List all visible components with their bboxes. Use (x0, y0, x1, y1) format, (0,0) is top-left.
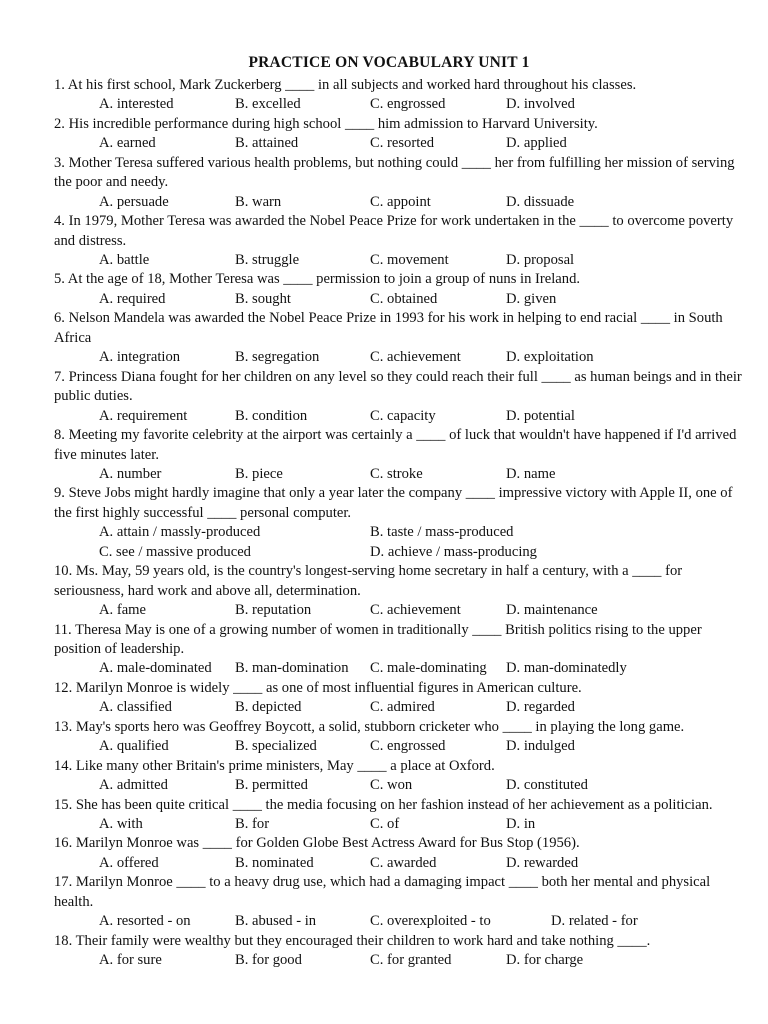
answer-option: D. involved (506, 96, 575, 113)
question-text: 11. Theresa May is one of a growing number of women in traditionally ____ British politics rising to the upper position of leadership. (54, 621, 702, 657)
question-text: 4. In 1979, Mother Teresa was awarded the Nobel Peace Prize for work undertaken in the ____ to overcome poverty and distress. (54, 213, 734, 249)
answer-option: D. exploitation (506, 349, 594, 366)
question-text: 3. Mother Teresa suffered various health problems, but nothing could ____ her from fulfilling her mission of serving the poor and needy. (54, 154, 735, 191)
question-item (54, 76, 744, 115)
answer-option: C. achievement (370, 349, 461, 366)
answer-option: B. struggle (235, 252, 300, 269)
question-item (54, 834, 744, 873)
answer-option: C. for granted (370, 952, 452, 969)
question-item (54, 932, 744, 971)
answer-option: C. overexploited - to (370, 913, 491, 930)
question-item (54, 270, 744, 309)
answer-option: D. for charge (506, 952, 584, 969)
answer-options (54, 251, 744, 270)
answer-options (54, 523, 744, 542)
answer-option: A. interested (99, 96, 174, 113)
answer-option: A. classified (99, 699, 172, 716)
answer-options (54, 465, 744, 484)
question-text: 15. She has been quite critical ____ the media focusing on her fashion instead of her achievement as a politician. (54, 796, 713, 813)
question-text: 17. Marilyn Monroe ____ to a heavy drug use, which had a damaging impact ____ both her mental and physical health. (54, 874, 711, 910)
answer-option: A. admitted (99, 777, 168, 794)
question-text: 18. Their family were wealthy but they encouraged their children to work hard and take nothing ____. (54, 932, 651, 949)
question-item (54, 718, 744, 757)
answer-options (54, 193, 744, 212)
answer-options (54, 951, 744, 970)
answer-option: B. depicted (235, 699, 302, 716)
page-title: PRACTICE ON VOCABULARY UNIT 1 (248, 54, 530, 71)
answer-option: B. abused - in (235, 913, 317, 930)
question-text: 13. May's sports hero was Geoffrey Boycott, a solid, stubborn cricketer who ____ in playing the long game. (54, 718, 685, 735)
answer-option: C. capacity (370, 407, 436, 424)
question-text: 5. At the age of 18, Mother Teresa was ____ permission to join a group of nuns in Ireland. (54, 271, 581, 288)
answer-option: C. awarded (370, 854, 437, 871)
answer-options (54, 854, 744, 873)
answer-option: A. for sure (99, 952, 162, 969)
answer-option: A. number (99, 465, 162, 482)
answer-option: D. potential (506, 407, 575, 424)
question-text: 16. Marilyn Monroe was ____ for Golden Globe Best Actress Award for Bus Stop (1956). (54, 835, 580, 852)
question-text: 6. Nelson Mandela was awarded the Nobel Peace Prize in 1993 for his work in helping to end racial ____ in South Africa (54, 310, 723, 346)
question-text: 2. His incredible performance during high school ____ him admission to Harvard University. (54, 115, 598, 132)
answer-option: B. taste / mass-produced (370, 524, 514, 541)
answer-option: C. won (370, 777, 413, 794)
answer-option: A. fame (99, 602, 147, 619)
question-text: 1. At his first school, Mark Zuckerberg ____ in all subjects and worked hard throughout his classes. (54, 77, 637, 93)
answer-options (54, 134, 744, 153)
question-item (54, 757, 744, 796)
answer-option: C. see / massive produced (99, 543, 251, 560)
answer-option: A. attain / massly-produced (99, 524, 261, 541)
answer-option: D. indulged (506, 738, 575, 755)
question-item (54, 679, 744, 718)
question-text: 7. Princess Diana fought for her children on any level so they could reach their full ____ as human beings and in their public duties. (54, 368, 742, 405)
answer-option: A. resorted - on (99, 913, 191, 930)
question-item (54, 796, 744, 835)
answer-option: C. achievement (370, 602, 461, 619)
answer-option: B. nominated (235, 854, 314, 871)
question-text: 9. Steve Jobs might hardly imagine that only a year later the company ____ impressive victory with Apple II, one of the first highly successful ____ personal computer. (54, 485, 733, 521)
answer-option: B. for (235, 815, 270, 832)
answer-option: A. offered (99, 854, 159, 871)
question-item (54, 484, 744, 562)
answer-options (54, 543, 744, 562)
answer-option: B. attained (235, 135, 299, 152)
answer-option: B. piece (235, 465, 283, 482)
question-item (54, 368, 744, 426)
question-item (54, 562, 744, 620)
question-text: 8. Meeting my favorite celebrity at the airport was certainly a ____ of luck that wouldn't have happened if I'd arrived five minutes later. (54, 427, 737, 463)
answer-options (54, 290, 744, 309)
answer-option: D. regarded (506, 699, 575, 716)
answer-option: C. obtained (370, 290, 438, 307)
answer-option: B. permitted (235, 777, 308, 794)
answer-option: C. movement (370, 252, 449, 269)
answer-option: B. sought (235, 290, 291, 307)
answer-option: D. constituted (506, 777, 588, 794)
answer-option: A. required (99, 290, 166, 307)
answer-option: D. maintenance (506, 602, 598, 619)
answer-options (54, 737, 744, 756)
question-item (54, 212, 744, 270)
question-list (54, 76, 744, 971)
answer-option: B. man-domination (235, 660, 349, 677)
answer-option: B. condition (235, 407, 308, 424)
answer-option: C. appoint (370, 193, 431, 210)
answer-option: D. related - for (551, 913, 638, 930)
answer-option: D. in (506, 815, 536, 832)
answer-option: A. with (99, 815, 143, 832)
question-item (54, 154, 744, 212)
answer-option: D. name (506, 465, 556, 482)
answer-options (54, 815, 744, 834)
question-item (54, 309, 744, 367)
answer-options (54, 698, 744, 717)
answer-option: A. persuade (99, 193, 169, 210)
question-text: 14. Like many other Britain's prime ministers, May ____ a place at Oxford. (54, 757, 495, 774)
answer-option: C. engrossed (370, 96, 446, 113)
answer-option: C. engrossed (370, 738, 446, 755)
answer-options (54, 95, 744, 114)
answer-option: D. dissuade (506, 193, 575, 210)
question-item (54, 621, 744, 679)
answer-options (54, 776, 744, 795)
question-text: 12. Marilyn Monroe is widely ____ as one of most influential figures in American culture. (54, 679, 582, 696)
answer-option: A. earned (99, 135, 156, 152)
question-text: 10. Ms. May, 59 years old, is the country's longest-serving home secretary in half a century, with a ____ for seriousness, hard work and above all, determination. (54, 563, 683, 599)
answer-option: B. excelled (235, 96, 301, 113)
answer-option: A. requirement (99, 407, 188, 424)
answer-option: B. for good (235, 952, 302, 969)
answer-option: D. applied (506, 135, 567, 152)
answer-options (54, 912, 744, 931)
answer-options (54, 659, 744, 678)
answer-option: B. segregation (235, 349, 320, 366)
answer-option: C. admired (370, 699, 435, 716)
answer-option: D. proposal (506, 252, 575, 269)
answer-option: C. stroke (370, 465, 423, 482)
question-item (54, 426, 744, 484)
answer-option: A. battle (99, 252, 150, 269)
answer-options (54, 348, 744, 367)
answer-option: C. of (370, 815, 400, 832)
answer-options (54, 407, 744, 426)
answer-option: B. reputation (235, 602, 312, 619)
answer-option: D. rewarded (506, 854, 579, 871)
answer-option: D. man-dominatedly (506, 660, 627, 677)
answer-option: C. male-dominating (370, 660, 487, 677)
answer-option: A. male-dominated (99, 660, 212, 677)
answer-option: A. integration (99, 349, 181, 366)
answer-option: B. specialized (235, 738, 317, 755)
answer-option: C. resorted (370, 135, 435, 152)
question-item (54, 115, 744, 154)
answer-options (54, 601, 744, 620)
answer-option: A. qualified (99, 738, 169, 755)
answer-option: D. given (506, 290, 557, 307)
answer-option: B. warn (235, 193, 282, 210)
question-item (54, 873, 744, 931)
answer-option: D. achieve / mass-producing (370, 543, 537, 560)
